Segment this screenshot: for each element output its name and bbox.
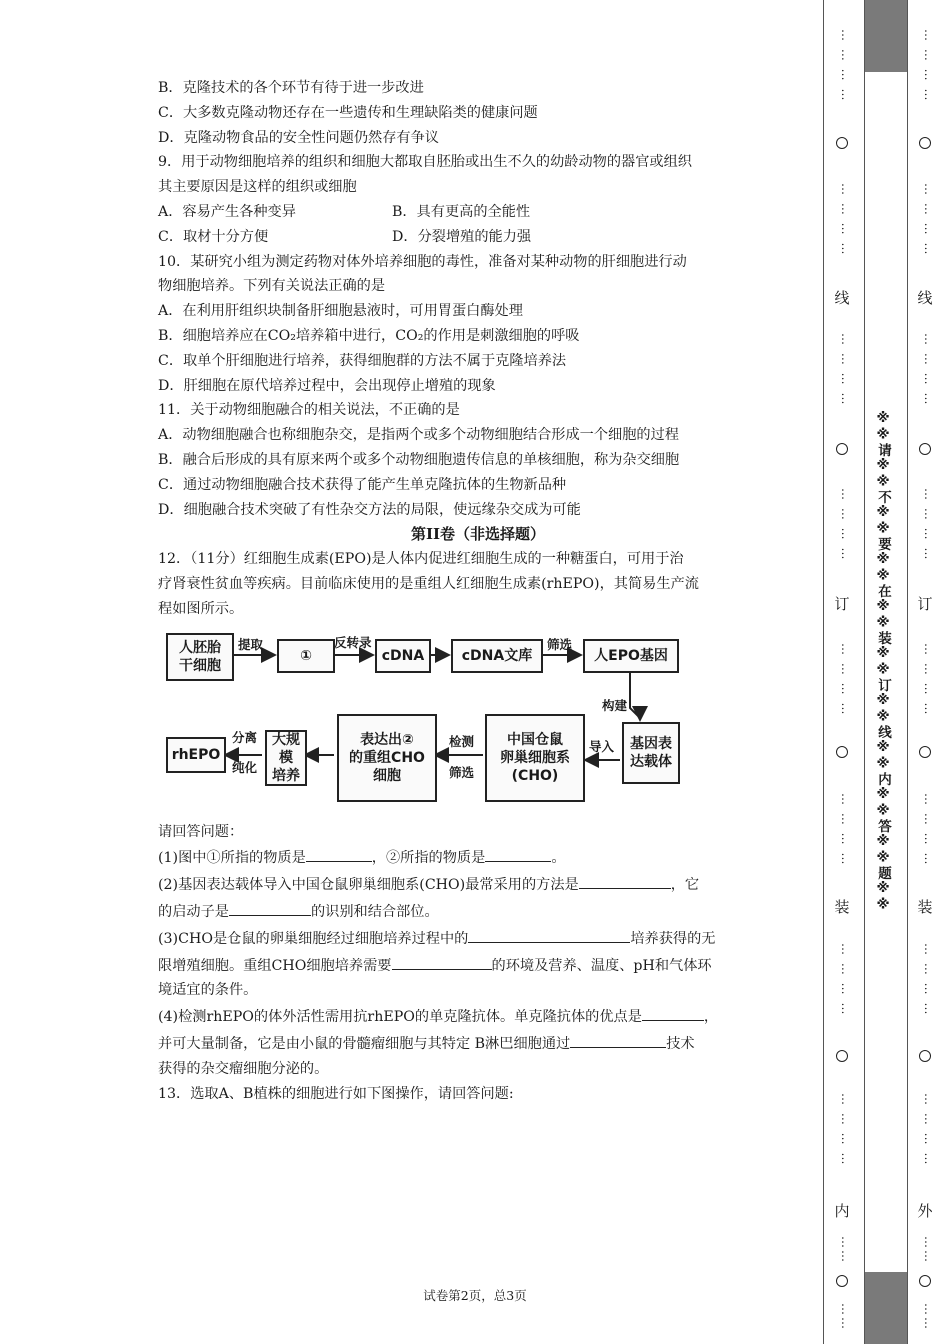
margin-dots: … … … … xyxy=(922,488,936,562)
text: 限增殖细胞。重组CHO细胞培养需要 xyxy=(158,957,392,974)
option-row xyxy=(158,200,798,225)
text-line: B．细胞培养应在CO₂培养箱中进行，CO₂的作用是刺激细胞的呼吸 xyxy=(158,327,580,344)
box-embryonic-stem-cell xyxy=(166,633,234,681)
answer-blank[interactable] xyxy=(570,1030,666,1048)
option: D．分裂增殖的能力强 xyxy=(392,228,532,245)
margin-dots: …… xyxy=(922,1303,936,1331)
margin-shade-top xyxy=(865,0,907,72)
label-separate: 分离 xyxy=(232,729,258,745)
margin-dots: … … … … xyxy=(922,643,936,717)
text-line: C．大多数克隆动物还存在一些遗传和生理缺陷类的健康问题 xyxy=(158,104,538,121)
margin-dots: … … … … xyxy=(922,333,936,407)
inner-margin-label: 订 xyxy=(834,595,850,613)
answer-blank[interactable] xyxy=(229,898,311,916)
box-label: 表达出② 的重组CHO 细胞 xyxy=(349,731,425,784)
outer-margin-label: 外 xyxy=(917,1202,933,1220)
text: (3)CHO是仓鼠的卵巢细胞经过细胞培养过程中的 xyxy=(158,930,469,947)
text-line: 获得的杂交瘤细胞分泌的。 xyxy=(158,1060,329,1077)
option: A．容易产生各种变异 xyxy=(158,203,296,220)
option: C．取材十分方便 xyxy=(158,228,269,245)
circle-mark xyxy=(836,1275,848,1287)
label-extract: 提取 xyxy=(238,636,264,652)
box-label: 人胚胎 干细胞 xyxy=(179,639,221,674)
text: ， xyxy=(703,1009,719,1026)
margin-shade-bottom xyxy=(865,1272,907,1344)
text: (4)检测rhEPO的体外活性需用抗rhEPO的单克隆抗体。单克隆抗体的优点是 xyxy=(158,1009,642,1026)
text: 。 xyxy=(551,850,566,867)
inner-margin-label: 线 xyxy=(834,289,850,307)
text-line xyxy=(158,898,798,925)
margin-dots: … … … … xyxy=(839,643,853,717)
margin-dots: …… xyxy=(922,1236,936,1264)
text: ，②所指的物质是 xyxy=(371,850,486,867)
page-footer: 试卷第2页，总3页 xyxy=(423,1288,527,1303)
text-line: 11．关于动物细胞融合的相关说法，不正确的是 xyxy=(158,402,460,419)
text-line: 10．某研究小组为测定药物对体外培养细胞的毒性，准备对某种动物的肝细胞进行动 xyxy=(158,253,687,270)
box-label: 基因表 达载体 xyxy=(630,735,672,770)
text-line: 物细胞培养。下列有关说法正确的是 xyxy=(158,278,386,295)
margin-dots: … … … … xyxy=(922,29,936,103)
box-epo-gene xyxy=(583,639,679,673)
box-label: ① xyxy=(300,647,312,664)
label-reverse-transcription: 反转录 xyxy=(334,634,372,650)
label-introduce: 导入 xyxy=(589,738,615,754)
circle-mark xyxy=(836,1050,848,1062)
margin-dots: …… xyxy=(839,1236,853,1264)
text-line: 疗肾衰性贫血等疾病。目前临床使用的是重组人红细胞生成素(rhEPO)，其简易生产流 xyxy=(158,575,699,592)
margin-dots: … … … … xyxy=(839,793,853,867)
text-line: C．取单个肝细胞进行培养，获得细胞群的方法不属于克隆培养法 xyxy=(158,352,567,369)
outer-margin-label: 订 xyxy=(917,595,933,613)
circle-mark xyxy=(919,443,931,455)
inner-margin-label: 装 xyxy=(834,898,850,916)
sub-question-2 xyxy=(158,871,798,898)
margin-dots: … … … … xyxy=(839,488,853,562)
box-cdna-library xyxy=(451,639,543,673)
text-line: 程如图所示。 xyxy=(158,600,244,617)
box-rhepo xyxy=(166,737,226,773)
answer-blank[interactable] xyxy=(485,844,551,862)
margin-dots: … … … … xyxy=(839,1093,853,1167)
outer-margin-label: 装 xyxy=(917,898,933,916)
text-line: B．克隆技术的各个环节有待于进一步改进 xyxy=(158,80,424,96)
text: 的启动子是 xyxy=(158,903,229,920)
margin-dots: … … … … xyxy=(922,183,936,257)
sub-question-1 xyxy=(158,844,798,871)
sub-question-4 xyxy=(158,1003,798,1030)
answer-blank[interactable] xyxy=(468,925,630,943)
circle-mark xyxy=(919,1275,931,1287)
margin-dots: …… xyxy=(839,1303,853,1331)
circle-mark xyxy=(836,746,848,758)
margin-dots: … … … … xyxy=(839,943,853,1017)
circle-mark xyxy=(836,443,848,455)
label-detect: 检测 xyxy=(449,733,475,749)
text-line: 9．用于动物细胞培养的组织和细胞大都取自胚胎或出生不久的幼龄动物的器官或组织 xyxy=(158,154,692,171)
no-answer-notice: ※※请※※不※※要※※在※※装※※订※※线※※内※※答※※题※※ xyxy=(875,410,891,913)
section-title: 第II卷（非选择题） xyxy=(410,525,546,544)
text-line: 12．（11分）红细胞生成素(EPO)是人体内促进红细胞生成的一种糖蛋白，可用于治 xyxy=(158,551,684,568)
answer-blank[interactable] xyxy=(642,1003,704,1021)
text-line: C．通过动物细胞融合技术获得了能产生单克隆抗体的生物新品种 xyxy=(158,476,567,493)
text: 的识别和结合部位。 xyxy=(310,903,439,920)
answer-blank[interactable] xyxy=(579,871,671,889)
label-construct: 构建 xyxy=(602,697,628,713)
circle-mark xyxy=(836,137,848,149)
box-label: 中国仓鼠 卵巢细胞系 (CHO) xyxy=(500,731,570,784)
option-row xyxy=(158,225,798,250)
answer-blank[interactable] xyxy=(306,844,372,862)
box-label: cDNA文库 xyxy=(461,647,533,664)
text-line xyxy=(158,952,798,979)
box-cdna xyxy=(375,639,431,673)
margin-rule xyxy=(907,0,908,1344)
box-cho-cell-line xyxy=(485,714,585,802)
text-line: 请回答问题： xyxy=(158,823,244,840)
label-screen: 筛选 xyxy=(547,636,573,652)
option: B．具有更高的全能性 xyxy=(392,203,531,220)
text: 的环境及营养、温度、pH和气体环 xyxy=(491,957,712,974)
text: (1)图中①所指的物质是 xyxy=(158,850,306,867)
outer-margin-label: 线 xyxy=(917,289,933,307)
box-large-scale-culture xyxy=(265,730,307,786)
margin-dots: … … … … xyxy=(922,1093,936,1167)
answer-blank[interactable] xyxy=(392,952,492,970)
margin-rule xyxy=(823,0,824,1344)
text-line: 其主要原因是这样的组织或细胞 xyxy=(158,179,357,196)
flowchart xyxy=(162,630,682,810)
box-label: 大规模 培养 xyxy=(272,731,300,784)
margin-dots: … … … … xyxy=(839,183,853,257)
label-screen-2: 筛选 xyxy=(449,764,475,780)
margin-rule xyxy=(864,0,865,1344)
text-line: B．融合后形成的具有原来两个或多个动物细胞遗传信息的单核细胞，称为杂交细胞 xyxy=(158,451,680,468)
text: (2)基因表达载体导入中国仓鼠卵巢细胞系(CHO)最常采用的方法是 xyxy=(158,877,579,894)
text: ，它 xyxy=(670,877,700,894)
text-line: A．动物细胞融合也称细胞杂交，是指两个或多个动物细胞结合形成一个细胞的过程 xyxy=(158,427,679,444)
circle-mark xyxy=(919,137,931,149)
margin-dots: … … … … xyxy=(839,333,853,407)
text-line: 境适宜的条件。 xyxy=(158,982,258,999)
sub-question-3 xyxy=(158,925,798,952)
text: 并可大量制备，它是由小鼠的骨髓瘤细胞与其特定 B淋巴细胞通过 xyxy=(158,1035,571,1052)
question-content xyxy=(158,76,798,1106)
text-line xyxy=(158,1030,798,1057)
label-purify: 纯化 xyxy=(232,759,258,775)
text-line: A．在利用肝组织块制备肝细胞悬液时，可用胃蛋白酶处理 xyxy=(158,303,523,320)
box-substance-1 xyxy=(277,639,335,673)
text: 培养获得的无 xyxy=(630,930,716,947)
margin-dots: … … … … xyxy=(922,943,936,1017)
margin-dots: … … … … xyxy=(839,29,853,103)
margin-dots: … … … … xyxy=(922,793,936,867)
text-line: D．克隆动物食品的安全性问题仍然存有争议 xyxy=(158,129,439,146)
box-recombinant-cho xyxy=(337,714,437,802)
question-13: 13．选取A、B植株的细胞进行如下图操作，请回答问题: xyxy=(158,1085,514,1102)
circle-mark xyxy=(919,746,931,758)
text: 技术 xyxy=(666,1035,695,1052)
text-line: D．肝细胞在原代培养过程中，会出现停止增殖的现象 xyxy=(158,377,496,394)
inner-margin-label: 内 xyxy=(834,1202,850,1220)
circle-mark xyxy=(919,1050,931,1062)
box-label: cDNA xyxy=(381,647,425,664)
box-label: 人EPO基因 xyxy=(594,647,668,664)
box-label: rhEPO xyxy=(171,746,221,763)
box-expression-vector xyxy=(622,722,680,784)
text-line: D．细胞融合技术突破了有性杂交方法的局限，使远缘杂交成为可能 xyxy=(158,501,581,518)
